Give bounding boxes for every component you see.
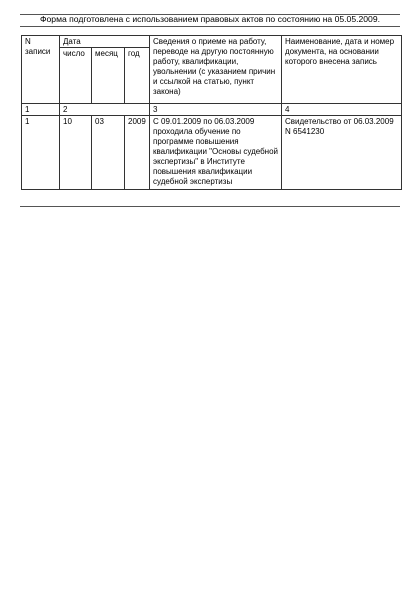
table-header-row bbox=[22, 36, 402, 48]
record-number: 1 bbox=[22, 116, 60, 190]
header-note: Форма подготовлена с использованием правовых актов по состоянию на 05.05.2009. bbox=[39, 14, 380, 24]
header-record-number: N записи bbox=[22, 36, 60, 104]
header-date: Дата bbox=[60, 36, 150, 48]
header-info: Сведения о приеме на работу, переводе на другую постоянную работу, квалификации, увольнении (с указанием причин и ссылкой на статью, пункт закона) bbox=[150, 36, 282, 104]
header-day: число bbox=[60, 48, 92, 104]
bottom-rule bbox=[20, 206, 400, 207]
number-cell: 4 bbox=[282, 104, 402, 116]
header-month: месяц bbox=[92, 48, 125, 104]
record-info: С 09.01.2009 по 06.03.2009 проходила обучение по программе повышения квалификации "Основы судебной экспертизы" в Институте повышения квалификации судебной экспертизы bbox=[150, 116, 282, 190]
header-bottom-rule bbox=[20, 26, 400, 27]
employment-record-table bbox=[21, 35, 402, 190]
record-day: 10 bbox=[60, 116, 92, 190]
record-year: 2009 bbox=[125, 116, 150, 190]
record-document: Свидетельство от 06.03.2009 N 6541230 bbox=[282, 116, 402, 190]
table-number-row bbox=[22, 104, 402, 116]
header-document: Наименование, дата и номер документа, на основании которого внесена запись bbox=[282, 36, 402, 104]
header-year: год bbox=[125, 48, 150, 104]
table-row bbox=[22, 116, 402, 190]
record-month: 03 bbox=[92, 116, 125, 190]
number-cell: 1 bbox=[22, 104, 60, 116]
number-cell: 3 bbox=[150, 104, 282, 116]
number-cell: 2 bbox=[60, 104, 150, 116]
